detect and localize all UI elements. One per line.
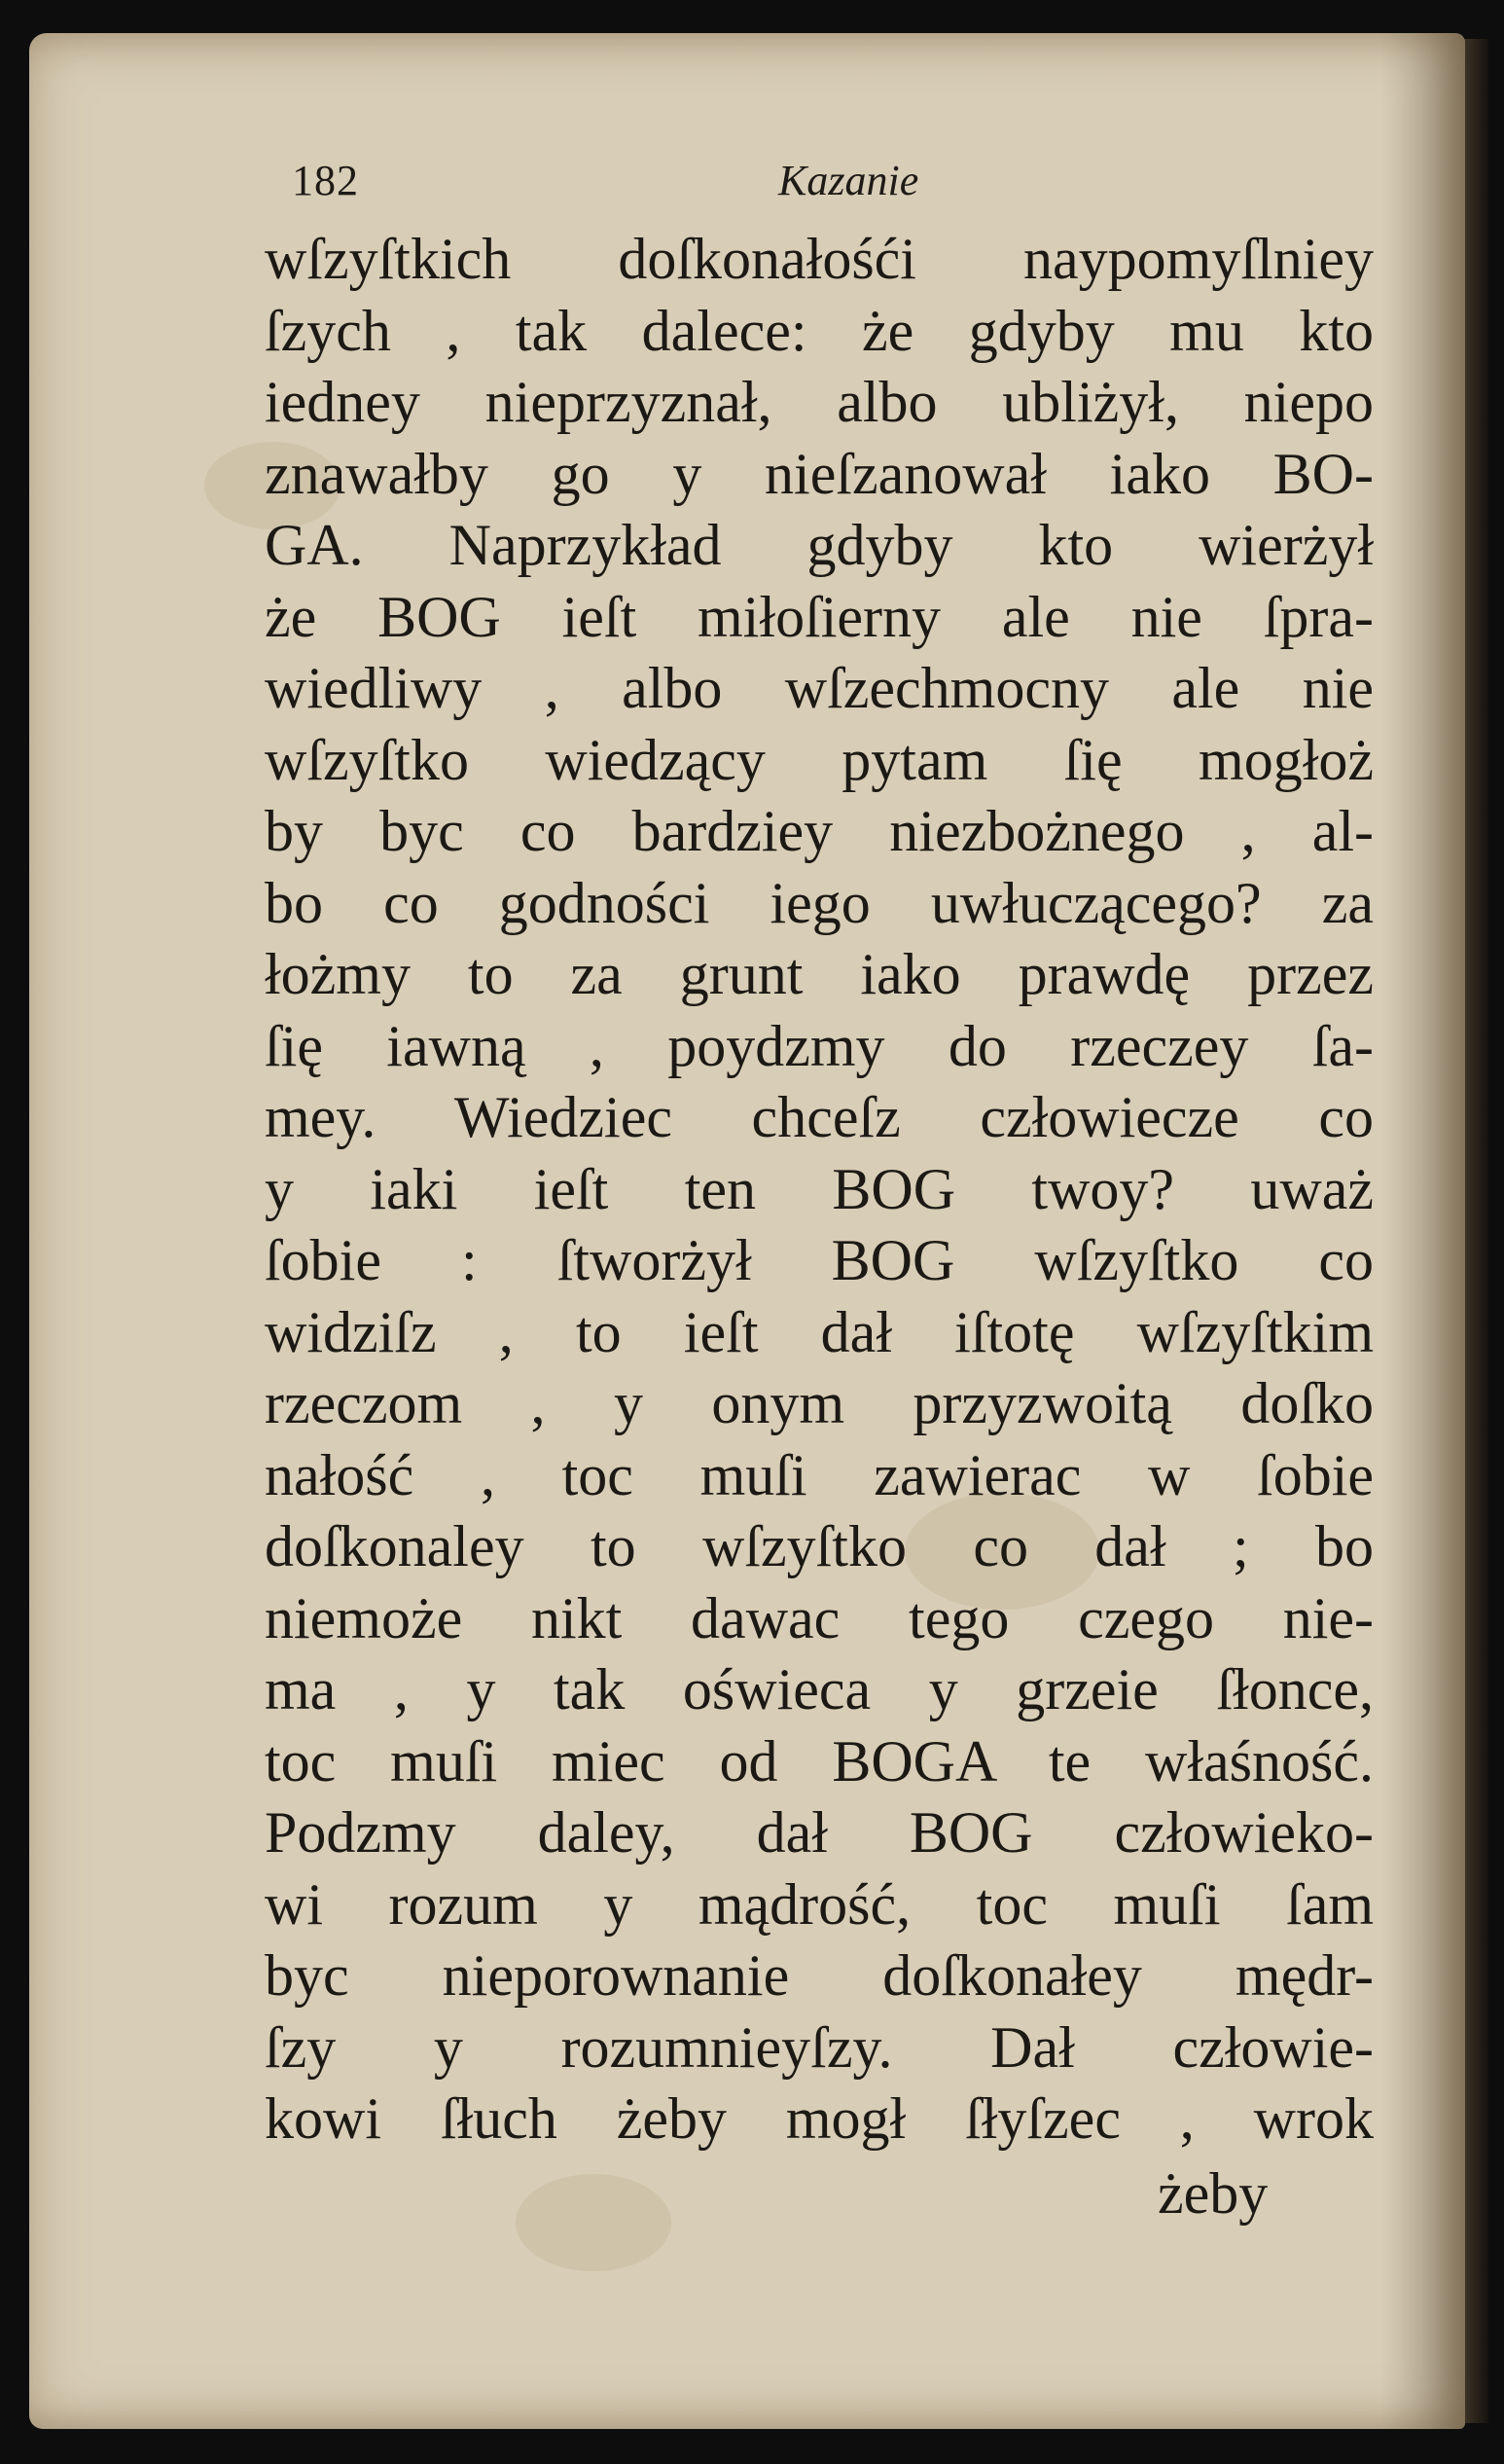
text-line: by byc co bardziey niezbożnego , al- <box>265 799 1374 863</box>
page-header <box>292 156 1041 214</box>
text-line: bo co godności iego uwłuczącego? za <box>265 870 1374 935</box>
text-line: Podzmy daley, dał BOG człowieko- <box>265 1800 1374 1865</box>
text-line: ſzy y rozumnieyſzy. Dał człowie- <box>265 2014 1374 2080</box>
text-line: nałość , toc muſi zawierac w ſobie <box>265 1442 1374 1507</box>
text-line: niemoże nikt dawac tego czego nie- <box>265 1585 1374 1650</box>
gutter-shadow <box>1381 33 1465 2429</box>
paper-stain <box>516 2174 671 2271</box>
text-line: iedney nieprzyznał, albo ubliżył, niepo <box>265 370 1374 434</box>
text-line: łożmy to za grunt iako prawdę przez <box>265 942 1374 1006</box>
text-line: wſzyſtko wiedzący pytam ſię mogłoż <box>265 727 1374 792</box>
text-line: mey. Wiedziec chceſz człowiecze co <box>265 1085 1374 1149</box>
running-head: Kazanie <box>778 157 919 204</box>
text-line: GA. Naprzykład gdyby kto wierżył <box>265 513 1374 577</box>
text-line: że BOG ieſt miłoſierny ale nie ſpra- <box>265 584 1374 649</box>
page-number: 182 <box>292 157 359 204</box>
text-line: ſzych , tak dalece: że gdyby mu kto <box>265 298 1374 363</box>
text-line: doſkonaley to wſzyſtko co dał ; bo <box>265 1514 1374 1578</box>
text-line: wſzyſtkich doſkonałośći naypomyſlniey <box>265 227 1374 291</box>
text-line: wiedliwy , albo wſzechmocny ale nie <box>265 656 1374 720</box>
text-line: widziſz , to ieſt dał iſtotę wſzyſtkim <box>265 1299 1374 1364</box>
text-line: ſię iawną , poydzmy do rzeczey ſa- <box>265 1013 1374 1078</box>
text-line: toc muſi miec od BOGA te właśność. <box>265 1728 1374 1794</box>
catchword: żeby <box>1158 2161 1269 2226</box>
text-line: ſobie : ſtworżył BOG wſzyſtko co <box>265 1228 1374 1292</box>
text-line: znawałby go y nieſzanował iako BO- <box>265 441 1374 506</box>
body-text <box>265 224 1374 2156</box>
text-line: byc nieporownanie doſkonałey mędr- <box>265 1943 1374 2008</box>
text-line: y iaki ieſt ten BOG twoy? uważ <box>265 1156 1374 1221</box>
text-line: rzeczom , y onym przyzwoitą doſko <box>265 1371 1374 1435</box>
text-line: wi rozum y mądrość, toc muſi ſam <box>265 1871 1374 1937</box>
text-line: ma , y tak oświeca y grzeie ſłonce, <box>265 1657 1374 1721</box>
text-line: kowi ſłuch żeby mogł ſłyſzec , wrok <box>265 2086 1374 2151</box>
